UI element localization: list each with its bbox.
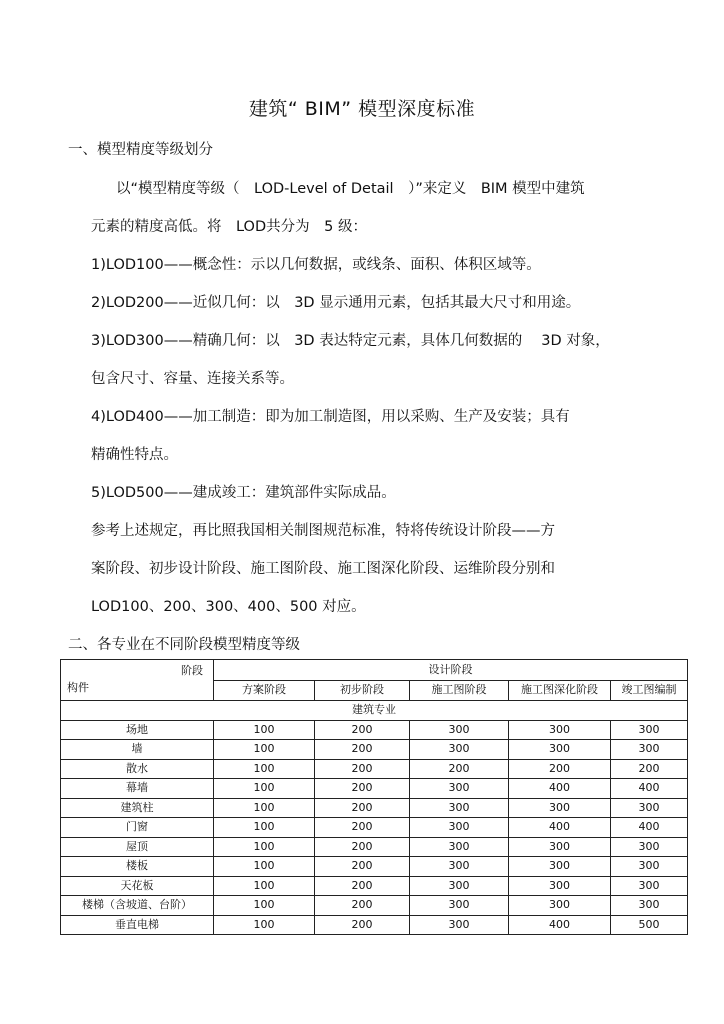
lod-value-cell: 200 <box>315 740 410 760</box>
phase-construction-drawing: 施工图阶段 <box>410 680 509 701</box>
intro-paragraph-line-1: 以“模型精度等级（ LOD-Level of Detail ）”来定义 BIM 模型中建筑 <box>116 181 585 197</box>
table-row <box>61 720 688 740</box>
component-name: 天花板 <box>61 876 214 896</box>
lod-value-cell: 100 <box>214 740 315 760</box>
lod300-item-line-2: 包含尺寸、容量、连接关系等。 <box>91 371 294 387</box>
header-component-label: 构件 <box>67 681 89 694</box>
lod-value-cell: 200 <box>315 818 410 838</box>
component-name: 散水 <box>61 759 214 779</box>
section-heading-disciplines: 二、各专业在不同阶段模型精度等级 <box>68 637 300 653</box>
lod-value-cell: 100 <box>214 720 315 740</box>
table-row <box>61 759 688 779</box>
header-phase-label: 阶段 <box>181 664 203 677</box>
table-group-row <box>61 701 688 721</box>
lod-value-cell: 100 <box>214 837 315 857</box>
lod-value-cell: 300 <box>410 837 509 857</box>
component-name: 门窗 <box>61 818 214 838</box>
section-heading-lod: 一、模型精度等级划分 <box>68 142 213 158</box>
lod-value-cell: 300 <box>509 857 611 877</box>
component-name: 楼梯（含坡道、台阶） <box>61 896 214 916</box>
lod-value-cell: 100 <box>214 798 315 818</box>
lod-value-cell: 200 <box>315 720 410 740</box>
component-name: 场地 <box>61 720 214 740</box>
lod-value-cell: 200 <box>410 759 509 779</box>
lod-value-cell: 300 <box>509 720 611 740</box>
table-row <box>61 798 688 818</box>
table-row <box>61 876 688 896</box>
lod-value-cell: 300 <box>410 720 509 740</box>
lod-value-cell: 300 <box>611 720 688 740</box>
reference-paragraph-line-2: 案阶段、初步设计阶段、施工图阶段、施工图深化阶段、运维阶段分别和 <box>91 561 555 577</box>
intro-paragraph-line-2: 元素的精度高低。将 LOD共分为 5 级： <box>91 219 367 235</box>
reference-paragraph-line-1: 参考上述规定，再比照我国相关制图规范标准，特将传统设计阶段——方 <box>91 523 555 539</box>
lod-value-cell: 300 <box>509 837 611 857</box>
phase-as-built: 竣工图编制 <box>611 680 688 701</box>
lod-value-cell: 100 <box>214 857 315 877</box>
lod-value-cell: 100 <box>214 779 315 799</box>
lod-value-cell: 300 <box>410 779 509 799</box>
group-architecture: 建筑专业 <box>61 701 688 721</box>
lod-value-cell: 200 <box>509 759 611 779</box>
lod300-item-line-1: 3)LOD300——精确几何：以 3D 表达特定元素，具体几何数据的 3D 对象， <box>91 333 610 349</box>
component-name: 屋顶 <box>61 837 214 857</box>
table-row <box>61 896 688 916</box>
lod-value-cell: 400 <box>611 779 688 799</box>
lod-value-cell: 300 <box>611 876 688 896</box>
lod-value-cell: 300 <box>410 896 509 916</box>
page-title: 建筑“ BIM” 模型深度标准 <box>248 98 476 120</box>
lod-value-cell: 100 <box>214 818 315 838</box>
component-name: 建筑柱 <box>61 798 214 818</box>
lod-value-cell: 200 <box>611 759 688 779</box>
lod-value-cell: 200 <box>315 915 410 935</box>
lod-value-cell: 100 <box>214 876 315 896</box>
lod400-item-line-1: 4)LOD400——加工制造：即为加工制造图，用以采购、生产及安装；具有 <box>91 409 570 425</box>
table-row <box>61 818 688 838</box>
phase-detailed-construction-drawing: 施工图深化阶段 <box>509 680 611 701</box>
lod-value-cell: 300 <box>509 740 611 760</box>
phase-scheme: 方案阶段 <box>214 680 315 701</box>
component-name: 墙 <box>61 740 214 760</box>
lod-by-phase-table <box>60 659 688 935</box>
lod-value-cell: 200 <box>315 857 410 877</box>
lod-value-cell: 200 <box>315 779 410 799</box>
table-corner-header <box>61 660 214 701</box>
lod-value-cell: 400 <box>611 818 688 838</box>
lod-value-cell: 300 <box>410 798 509 818</box>
lod-value-cell: 300 <box>410 818 509 838</box>
lod-value-cell: 400 <box>509 915 611 935</box>
lod-value-cell: 300 <box>611 798 688 818</box>
lod-value-cell: 300 <box>509 876 611 896</box>
lod-value-cell: 200 <box>315 876 410 896</box>
lod-value-cell: 300 <box>509 896 611 916</box>
lod-value-cell: 200 <box>315 896 410 916</box>
lod-value-cell: 300 <box>410 915 509 935</box>
lod-value-cell: 200 <box>315 759 410 779</box>
lod-value-cell: 100 <box>214 896 315 916</box>
table-row <box>61 837 688 857</box>
lod-value-cell: 300 <box>410 740 509 760</box>
lod-value-cell: 300 <box>611 896 688 916</box>
lod400-item-line-2: 精确性特点。 <box>91 447 178 463</box>
header-design-phase: 设计阶段 <box>214 660 688 681</box>
component-name: 幕墙 <box>61 779 214 799</box>
table-header-row <box>61 660 688 681</box>
lod-value-cell: 100 <box>214 915 315 935</box>
lod-value-cell: 300 <box>611 740 688 760</box>
lod500-item: 5)LOD500——建成竣工：建筑部件实际成品。 <box>91 485 396 501</box>
lod-value-cell: 300 <box>611 857 688 877</box>
lod-value-cell: 200 <box>315 798 410 818</box>
lod-value-cell: 400 <box>509 818 611 838</box>
lod-value-cell: 200 <box>315 837 410 857</box>
lod200-item: 2)LOD200——近似几何：以 3D 显示通用元素，包括其最大尺寸和用途。 <box>91 295 581 311</box>
reference-paragraph-line-3: LOD100、200、300、400、500 对应。 <box>91 599 366 615</box>
lod-value-cell: 300 <box>509 798 611 818</box>
table-row <box>61 740 688 760</box>
lod-value-cell: 400 <box>509 779 611 799</box>
phase-preliminary: 初步阶段 <box>315 680 410 701</box>
component-name: 垂直电梯 <box>61 915 214 935</box>
component-name: 楼板 <box>61 857 214 877</box>
lod100-item: 1)LOD100——概念性：示以几何数据，或线条、面积、体积区域等。 <box>91 257 541 273</box>
table-row <box>61 779 688 799</box>
lod-value-cell: 300 <box>611 837 688 857</box>
lod-value-cell: 300 <box>410 876 509 896</box>
lod-value-cell: 100 <box>214 759 315 779</box>
lod-value-cell: 500 <box>611 915 688 935</box>
table-row <box>61 915 688 935</box>
table-row <box>61 857 688 877</box>
lod-value-cell: 300 <box>410 857 509 877</box>
